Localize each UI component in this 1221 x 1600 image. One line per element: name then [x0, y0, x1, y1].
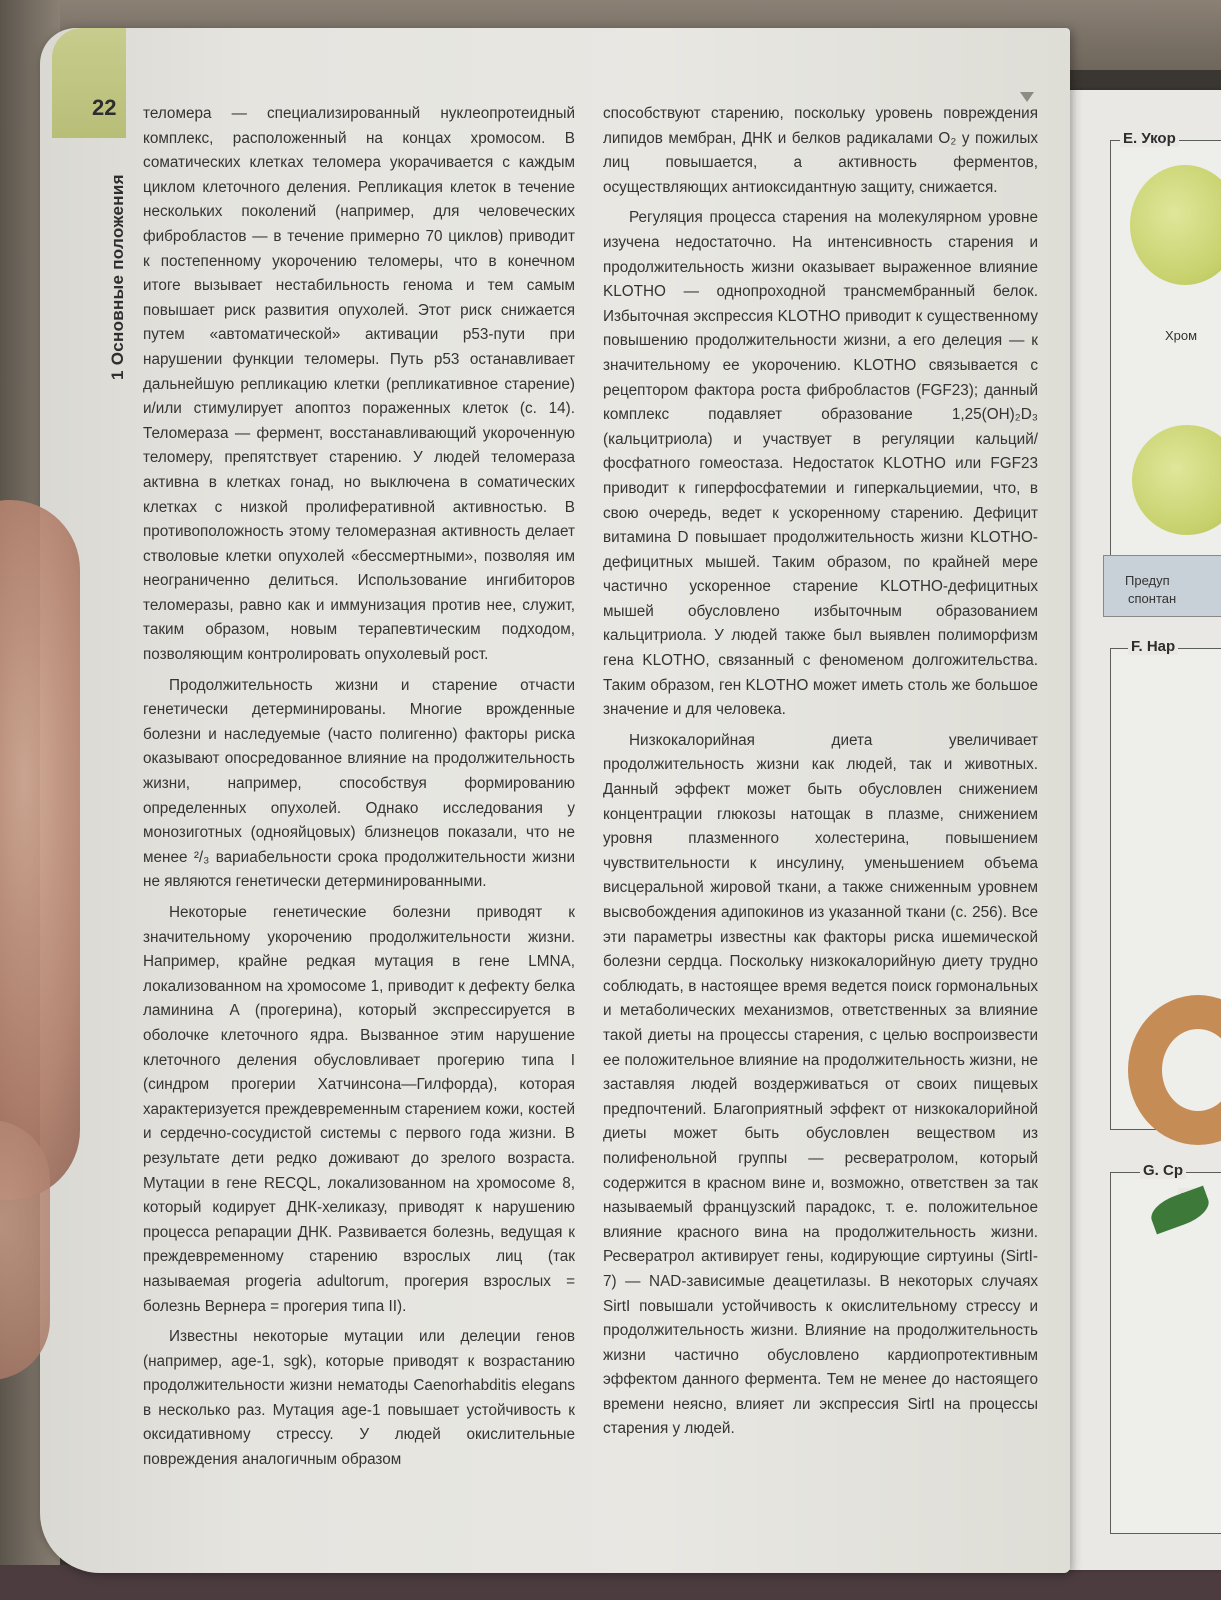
paragraph: Некоторые генетические болезни приводят к значительному укорочению продолжительности жизни. Например, крайне редкая мутация в гене LMNA, локализованном на хромосоме 1, приводит к дефекту белка ламинина A (прогерина), который экспрессируется в оболочке клеточного ядра. Вызванное этим нарушение клеточного деления обусловливает прогерию типа I (синдром прогерии Хатчинсона—Гилфорда), которая характеризуется преждевременным старением кожи, костей и сердечно-сосудистой системы с первого года жизни. В результате дети редко доживают до зрелого возраста. Мутации в гене RECQL, локализованном на хромосоме 8, который кодирует ДНК-хеликазу, приводят к нарушению процесса репарации ДНК. Развивается болезнь, ведущая к преждевременному старению взрослых лиц (так называемая progeria adultorum, прогерия взрослых = болезнь Вернера = прогерия типа II). [143, 904, 575, 1315]
page-marker-triangle [1020, 92, 1034, 102]
paragraph: теломера — специализированный нуклеопротеидный комплекс, расположенный на концах хромосом. В соматических клетках теломера укорачивается с каждым циклом клеточного деления. Репликация клеток в течение нескольких поколений (например, для человеческих фибробластов — в течение примерно 70 циклов) приводит к постепенному укорочению теломеры, что в конечном итоге вызывает нестабильность генома и тем самым повышает риск развития опухолей. Этот риск снижается путем «автоматической» активации p53-пути при нарушении функции теломеры. Путь p53 останавливает дальнейшую репликацию клетки (репликативное старение) и/или стимулирует апоптоз пораженных клеток (с. 14). Теломераза — фермент, восстанавливающий укороченную теломеру, препятствует старению. У людей теломераза активна в клетках гонад, но выключена в соматических клетках с низкой пролиферативной активностью. В противоположность этому теломеразная активность делает стволовые клетки опухолей «бессмертными», позволяя им неограниченно делиться. Использование ингибиторов теломеразы, равно как и иммунизация против нее, служит, таким образом, новым терапевтическим подходом, позволяющим контролировать опухолевый рост. [143, 105, 575, 664]
figure-f-label: F. Нар [1128, 638, 1178, 655]
paragraph: Низкокалорийная диета увеличивает продолжительность жизни как людей, так и животных. Данный эффект может быть обусловлен снижением концентрации глюкозы натощак в плазме, снижением уровня плазменного холестерина, повышением чувствительности к инсулину, уменьшением объема висцеральной жировой ткани, а также сниженным уровнем высвобождения адипокинов из указанной ткани (с. 256). Все эти параметры известны как факторы риска ишемической болезни сердца. Поскольку низкокалорийную диету трудно соблюдать, в настоящее время ведется поиск гормональных и метаболических механизмов, ответственных за влияние такой диеты на процессы старения, с целью воспроизвести ее положительное влияние на продолжительность жизни, не заставляя людей воздерживаться от своих пищевых предпочтений. Благоприятный эффект от низкокалорийной диеты может быть обусловлен веществом из полифенольной группы — ресвератролом, который содержится в красном вине и, возможно, ответствен за так называемый французский парадокс, т. е. положительное влияние красного вина на продолжительность жизни. Ресвератрол активирует гены, кодирующие сиртуины (SirtI-7) — NAD-зависимые деацетилазы. В некоторых случаях SirtI повышали устойчивость к окислительному стрессу и продолжительность жизни. Влияние на продолжительность жизни частично обусловлено кардиопротективным эффектом данного фермента. Тем не менее до настоящего времени неясно, влияет ли экспрессия SirtI на процессы старения у людей. [603, 731, 1038, 1438]
figure-e-text: Хром [1165, 328, 1198, 343]
finger [0, 1120, 50, 1380]
text-column-right [603, 102, 1038, 1442]
figure-e-note-line1: Предуп [1125, 573, 1170, 588]
paragraph: Регуляция процесса старения на молекулярном уровне изучена недостаточно. На интенсивность старения и продолжительность жизни оказывает выраженное влияние KLOTHO — однопроходной трансмембранный белок. Избыточная экспрессия KLOTHO приводит к существенному повышению продолжительности жизни, а его делеция — к значительному ее укорочению. KLOTHO связывается с рецептором фактора роста фибробластов (FGF23); данный комплекс подавляет образование 1,25(OH)₂D₃ (кальцитриола) и участвует в регуляции кальций/фосфатного гомеостаза. Недостаток KLOTHO или FGF23 приводит к гиперфосфатемии и гиперкальциемии, что, в свою очередь, ведет к ускоренному старению. Дефицит витамина D повышает продолжительность жизни KLOTHO-дефицитных мышей. Таким образом, по крайней мере частично ускоренное старение KLOTHO-дефицитных мышей обусловлено избыточным образованием кальцитриола. У людей также был выявлен полиморфизм гена KLOTHO, связанный с феноменом долгожительства. Таким образом, ген KLOTHO может иметь столь же большое значение и для человека. [603, 209, 1038, 719]
text-column-left [143, 102, 575, 1473]
page-corner-tab [52, 28, 126, 138]
figure-e-note-line2: спонтан [1128, 591, 1177, 606]
paragraph: Продолжительность жизни и старение отчасти генетически детерминированы. Многие врожденные болезни и наследуемые (часто полигенно) факторы риска оказывают опосредованное влияние на продолжительность жизни, например, способствуя формированию определенных опухолей. Однако исследования у монозиготных (однояйцовых) близнецов показали, что не менее ²/₃ вариабельности срока продолжительности жизни не являются генетически детерминированными. [143, 676, 575, 891]
paragraph: способствуют старению, поскольку уровень повреждения липидов мембран, ДНК и белков радикалами O₂ у пожилых лиц повышается, а активность ферментов, осуществляющих антиоксидантную защиту, снижается. [603, 105, 1038, 196]
section-title: 1 Основные положения [108, 174, 127, 380]
page-number: 22 [92, 95, 117, 120]
thumb [0, 500, 80, 1200]
figure-e-label: E. Укор [1120, 130, 1179, 147]
paragraph: Известны некоторые мутации или делеции генов (например, age-1, sgk), которые приводят к возрастанию продолжительности жизни нематоды Caenorhabditis elegans в несколько раз. Мутация age-1 повышает устойчивость к оксидативному стрессу. У людей окислительные повреждения аналогичным образом [143, 1328, 575, 1469]
figure-g-label: G. Ср [1140, 1162, 1186, 1179]
